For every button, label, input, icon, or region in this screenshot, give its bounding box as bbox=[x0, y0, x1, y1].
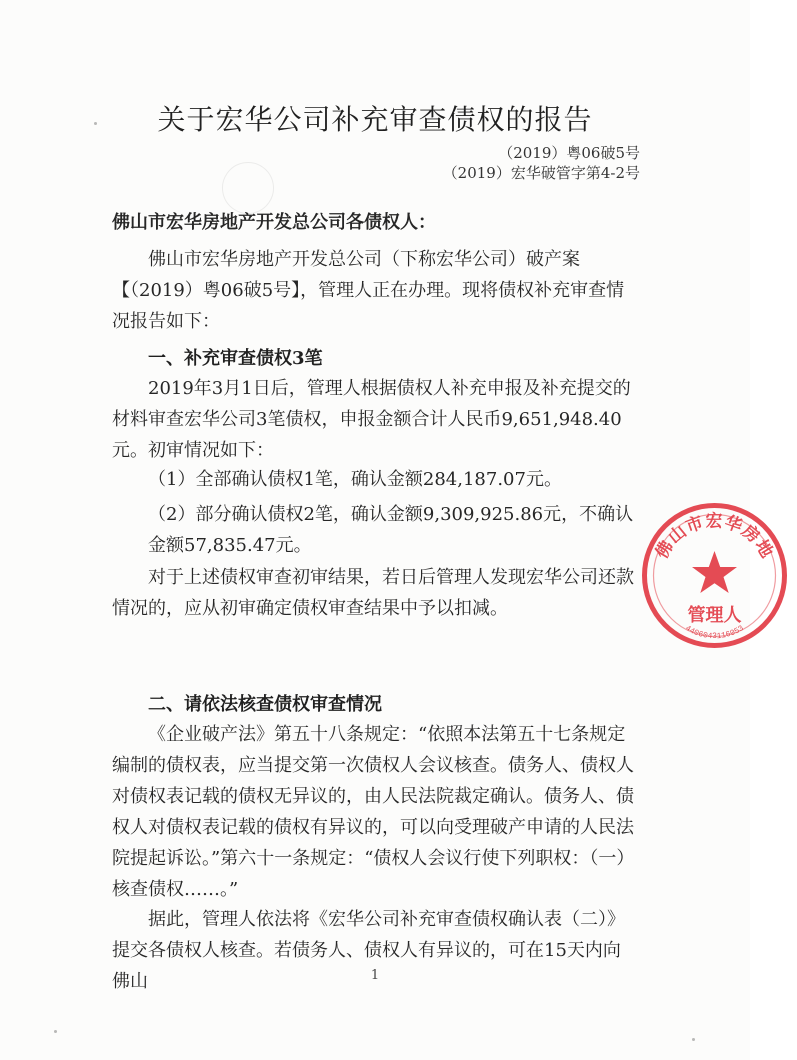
section-heading-supplementary-review: 一、补充审查债权3笔 bbox=[148, 348, 323, 369]
svg-text:管理人: 管理人 bbox=[687, 605, 742, 625]
review-summary-paragraph: 2019年3月1日后，管理人根据债权人补充申报及补充提交的材料审查宏华公司3笔债权，申报金额合计人民币9,651,948.40元。初审情况如下： bbox=[112, 378, 631, 461]
confirmed-claim-item: （1）全部确认债权1笔，确认金额284,187.07元。 bbox=[148, 469, 562, 490]
bankruptcy-law-paragraph: 《企业破产法》第五十八条规定：“依照本法第五十七条规定编制的债权表，应当提交第一次债权人会议核查。债务人、债权人对债权表记载的债权无异议的，由人民法院裁定确认。债务人、债权人对债权表记载的债权有异议的，可以向受理破产申请的人民法院提起诉讼。”第六十一条规定：“债权人会议行使下列职权：（一）核查债权……。” bbox=[112, 724, 635, 900]
verification-request-paragraph: 据此，管理人依法将《宏华公司补充审查债权确认表（二）》提交各债权人核查。若债务人、债权人有异议的，可在15天内向佛山 bbox=[112, 909, 625, 992]
scan-speck bbox=[54, 1030, 57, 1033]
case-number: （2019）粤06破5号 bbox=[498, 144, 640, 162]
document-title: 关于宏华公司补充审查债权的报告 bbox=[157, 103, 593, 136]
svg-text:4406043116053: 4406043116053 bbox=[683, 624, 746, 642]
svg-text:佛山市宏华房地: 佛山市宏华房地 bbox=[651, 511, 778, 562]
page-number: 1 bbox=[370, 968, 380, 983]
repayment-deduction-paragraph: 对于上述债权审查初审结果，若日后管理人发现宏华公司还款情况的，应从初审确定债权审查结果中予以扣减。 bbox=[112, 567, 634, 619]
section-heading-verify-claims: 二、请依法核查债权审查情况 bbox=[148, 694, 382, 715]
administrator-seal bbox=[632, 493, 797, 658]
intro-paragraph: 佛山市宏华房地产开发总公司（下称宏华公司）破产案【（2019）粤06破5号】，管理人正在办理。现将债权补充审查情况报告如下： bbox=[112, 249, 625, 332]
star-icon bbox=[692, 551, 737, 593]
recipient-line: 佛山市宏华房地产开发总公司各债权人： bbox=[112, 212, 436, 233]
partial-confirmed-claim-item: （2）部分确认债权2笔，确认金额9,309,925.86元，不确认金额57,835.47元。 bbox=[148, 504, 634, 556]
scan-speck bbox=[692, 1038, 695, 1041]
file-number: （2019）宏华破管字第4-2号 bbox=[442, 164, 640, 182]
